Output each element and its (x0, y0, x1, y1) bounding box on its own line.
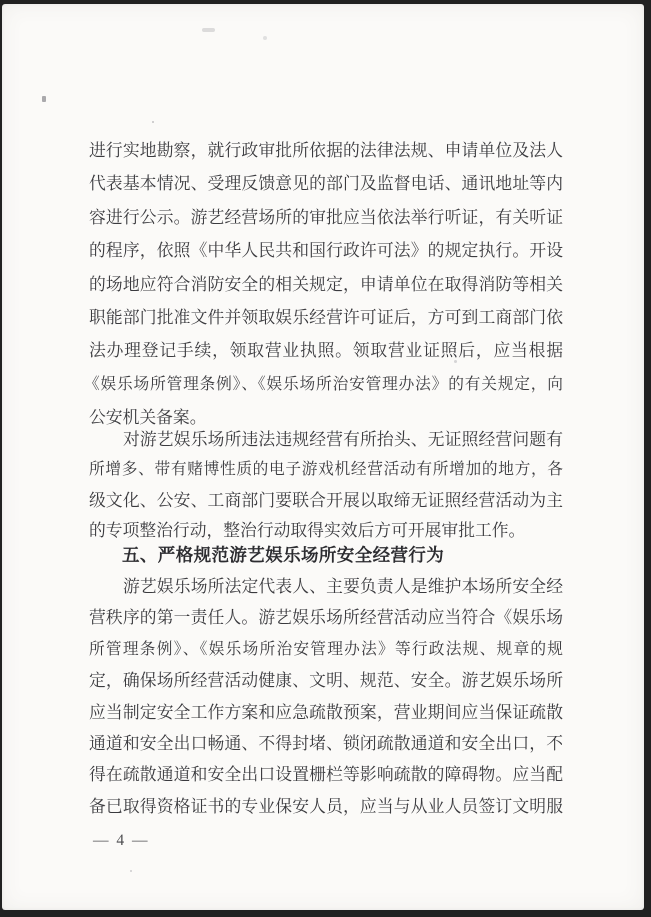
text-line: 备已取得资格证书的专业保安人员，应当与从业人员签订文明服 (89, 796, 563, 816)
section-heading: 五、严格规范游艺娱乐场所安全经营行为 (122, 545, 445, 565)
text-line: 的专项整治行动，整治行动取得实效后方可开展审批工作。 (89, 520, 526, 540)
page-number: — 4 — (93, 832, 150, 849)
text-line: 对游艺娱乐场所违法违规经营有所抬头、无证照经营问题有 (123, 430, 563, 449)
text-line: 法办理登记手续，领取营业执照。领取营业证照后，应当根据 (89, 341, 563, 361)
text-line: 所管理条例》、《娱乐场所治安管理办法》等行政法规、规章的规 (89, 640, 563, 658)
document-page (2, 4, 644, 910)
scan-artifact (202, 28, 215, 32)
text-line: 游艺娱乐场所法定代表人、主要负责人是维护本场所安全经 (123, 577, 563, 596)
text-line: 职能部门批准文件并领取娱乐经营许可证后，方可到工商部门依 (89, 308, 563, 328)
scan-artifact (263, 36, 267, 40)
text-line: 应当制定安全工作方案和应急疏散预案，营业期间应当保证疏散 (89, 702, 563, 722)
text-line: 的场地应符合消防安全的相关规定，申请单位在取得消防等相关 (89, 274, 563, 294)
text-line: 《娱乐场所管理条例》、《娱乐场所治安管理办法》的有关规定，向 (84, 375, 563, 393)
text-line: 所增多、带有赌博性质的电子游戏机经营活动有所增加的地方，各 (89, 461, 563, 479)
paragraph-1 (84, 134, 563, 435)
scan-artifact (42, 96, 46, 102)
text-line: 进行实地勘察，就行政审批所依据的法律法规、申请单位及法人 (89, 141, 563, 160)
text-line: 代表基本情况、受理反馈意见的部门及监督电话、通讯地址等内 (89, 174, 563, 194)
text-line: 公安机关备案。 (89, 408, 207, 428)
text-line: 级文化、公安、工商部门要联合开展以取缔无证照经营活动为主 (89, 490, 563, 510)
text-line: 的程序，依照《中华人民共和国行政许可法》的规定执行。开设 (89, 241, 563, 261)
text-line: 营秩序的第一责任人。游艺娱乐场所经营活动应当符合《娱乐场 (89, 608, 563, 628)
text-line: 得在疏散通道和安全出口设置栅栏等影响疏散的障碍物。应当配 (89, 765, 563, 785)
paragraph-2 (89, 425, 563, 546)
text-line: 容进行公示。游艺经营场所的审批应当依法举行听证，有关听证 (89, 207, 563, 227)
scan-artifact (152, 121, 154, 123)
scan-artifact (130, 870, 132, 872)
paragraph-3 (89, 571, 563, 822)
text-line: 通道和安全出口畅通、不得封堵、锁闭疏散通道和安全出口，不 (89, 734, 563, 754)
text-line: 定，确保场所经营活动健康、文明、规范、安全。游艺娱乐场所 (89, 671, 563, 691)
